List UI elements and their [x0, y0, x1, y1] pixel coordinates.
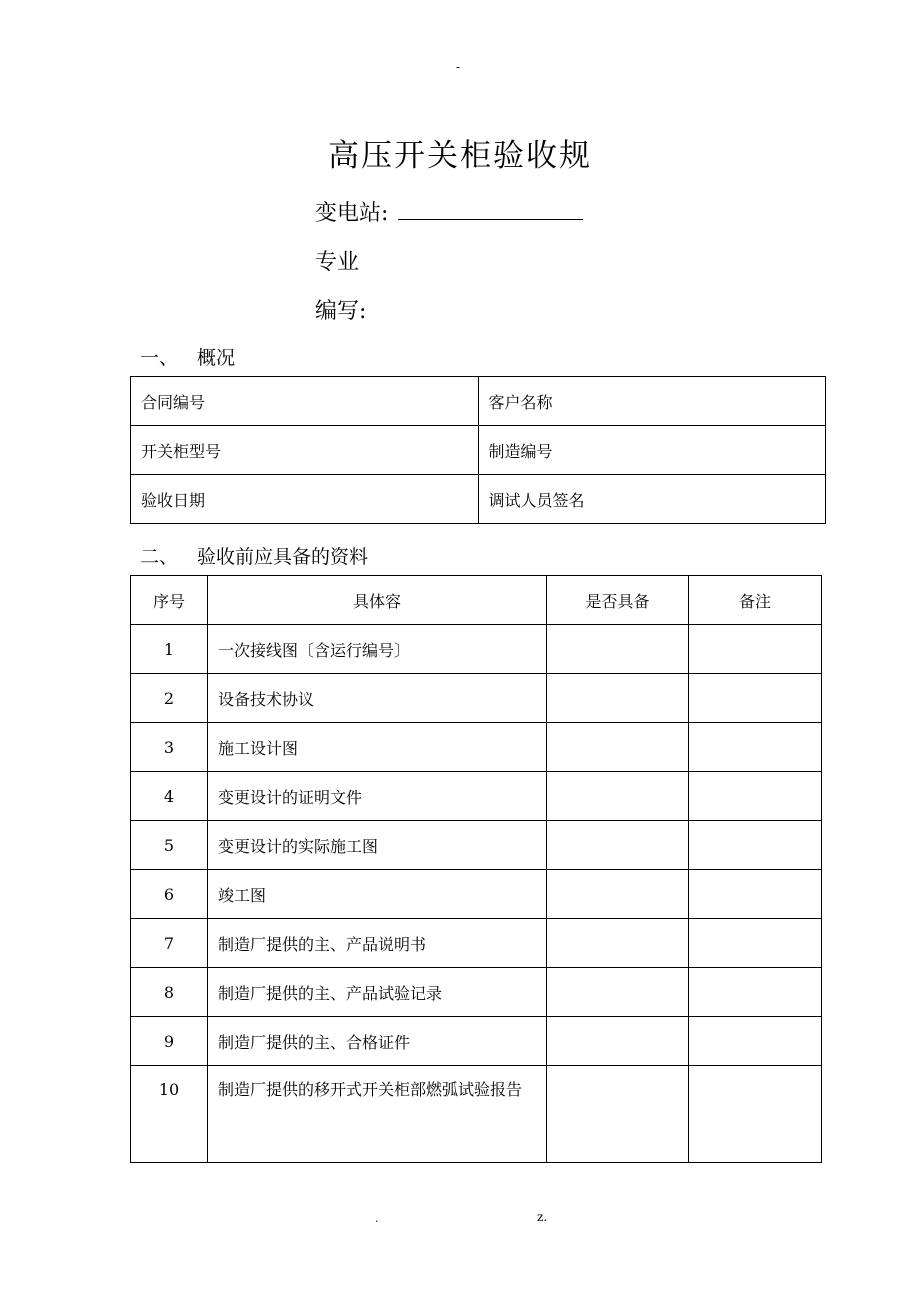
table-row	[131, 1066, 822, 1163]
page-title: 高压开关柜验收规	[328, 138, 592, 174]
row-remarks-cell	[689, 968, 822, 1017]
section-1-number: 一、	[140, 347, 179, 369]
table-row	[131, 674, 822, 723]
row-available-cell	[547, 674, 689, 723]
row-available-cell	[547, 723, 689, 772]
row-remarks-cell	[689, 821, 822, 870]
author-label: 编写:	[315, 299, 367, 324]
table-cell: 调试人员签名	[478, 475, 826, 524]
row-number: 4	[131, 772, 208, 821]
row-content: 制造厂提供的移开式开关柜部燃弧试验报告	[208, 1066, 547, 1163]
row-available-cell	[547, 968, 689, 1017]
row-content: 设备技术协议	[208, 674, 547, 723]
row-available-cell	[547, 870, 689, 919]
table-row	[131, 723, 822, 772]
row-number: 2	[131, 674, 208, 723]
table-row	[131, 968, 822, 1017]
row-remarks-cell	[689, 772, 822, 821]
table-cell: 客户名称	[478, 377, 826, 426]
substation-label: 变电站:	[315, 201, 389, 226]
section-1-title: 概况	[197, 347, 236, 369]
header-cell-available: 是否具备	[547, 576, 689, 625]
row-content: 变更设计的实际施工图	[208, 821, 547, 870]
row-available-cell	[547, 1066, 689, 1163]
footer-right-mark: z.	[537, 1210, 548, 1224]
row-content: 竣工图	[208, 870, 547, 919]
header-cell-no: 序号	[131, 576, 208, 625]
table-row	[131, 821, 822, 870]
row-number: 1	[131, 625, 208, 674]
row-content: 一次接线图〔含运行编号〕	[208, 625, 547, 674]
table-row	[131, 475, 826, 524]
row-remarks-cell	[689, 1017, 822, 1066]
row-number: 8	[131, 968, 208, 1017]
header-cell-content: 具体容	[208, 576, 547, 625]
row-content: 制造厂提供的主、合格证件	[208, 1017, 547, 1066]
row-number: 6	[131, 870, 208, 919]
header-mark: -	[456, 60, 461, 74]
row-number: 5	[131, 821, 208, 870]
table-row	[131, 625, 822, 674]
table-row	[131, 772, 822, 821]
section-1-heading	[140, 343, 235, 370]
row-content: 制造厂提供的主、产品试验记录	[208, 968, 547, 1017]
row-available-cell	[547, 919, 689, 968]
substation-blank-line	[398, 197, 583, 220]
row-available-cell	[547, 1017, 689, 1066]
table-row	[131, 1017, 822, 1066]
footer-left-mark: .	[375, 1212, 379, 1225]
section-2-heading	[140, 542, 368, 569]
row-remarks-cell	[689, 723, 822, 772]
docs-table	[130, 575, 822, 1163]
row-content: 制造厂提供的主、产品说明书	[208, 919, 547, 968]
section-2-title: 验收前应具备的资料	[197, 546, 369, 568]
table-row	[131, 919, 822, 968]
row-available-cell	[547, 821, 689, 870]
row-remarks-cell	[689, 919, 822, 968]
row-number: 9	[131, 1017, 208, 1066]
specialty-label: 专业	[315, 250, 360, 275]
row-remarks-cell	[689, 625, 822, 674]
row-remarks-cell	[689, 674, 822, 723]
row-number: 10	[131, 1066, 208, 1163]
row-remarks-cell	[689, 1066, 822, 1163]
row-number: 7	[131, 919, 208, 968]
row-available-cell	[547, 772, 689, 821]
table-cell: 合同编号	[131, 377, 479, 426]
table-row	[131, 870, 822, 919]
row-remarks-cell	[689, 870, 822, 919]
row-content: 施工设计图	[208, 723, 547, 772]
table-cell: 开关柜型号	[131, 426, 479, 475]
row-number: 3	[131, 723, 208, 772]
row-available-cell	[547, 625, 689, 674]
header-cell-remarks: 备注	[689, 576, 822, 625]
overview-table	[130, 376, 826, 524]
row-content: 变更设计的证明文件	[208, 772, 547, 821]
table-cell: 验收日期	[131, 475, 479, 524]
table-header-row	[131, 576, 822, 625]
section-2-number: 二、	[140, 546, 179, 568]
table-cell: 制造编号	[478, 426, 826, 475]
table-row	[131, 426, 826, 475]
table-row	[131, 377, 826, 426]
substation-field	[315, 196, 583, 227]
